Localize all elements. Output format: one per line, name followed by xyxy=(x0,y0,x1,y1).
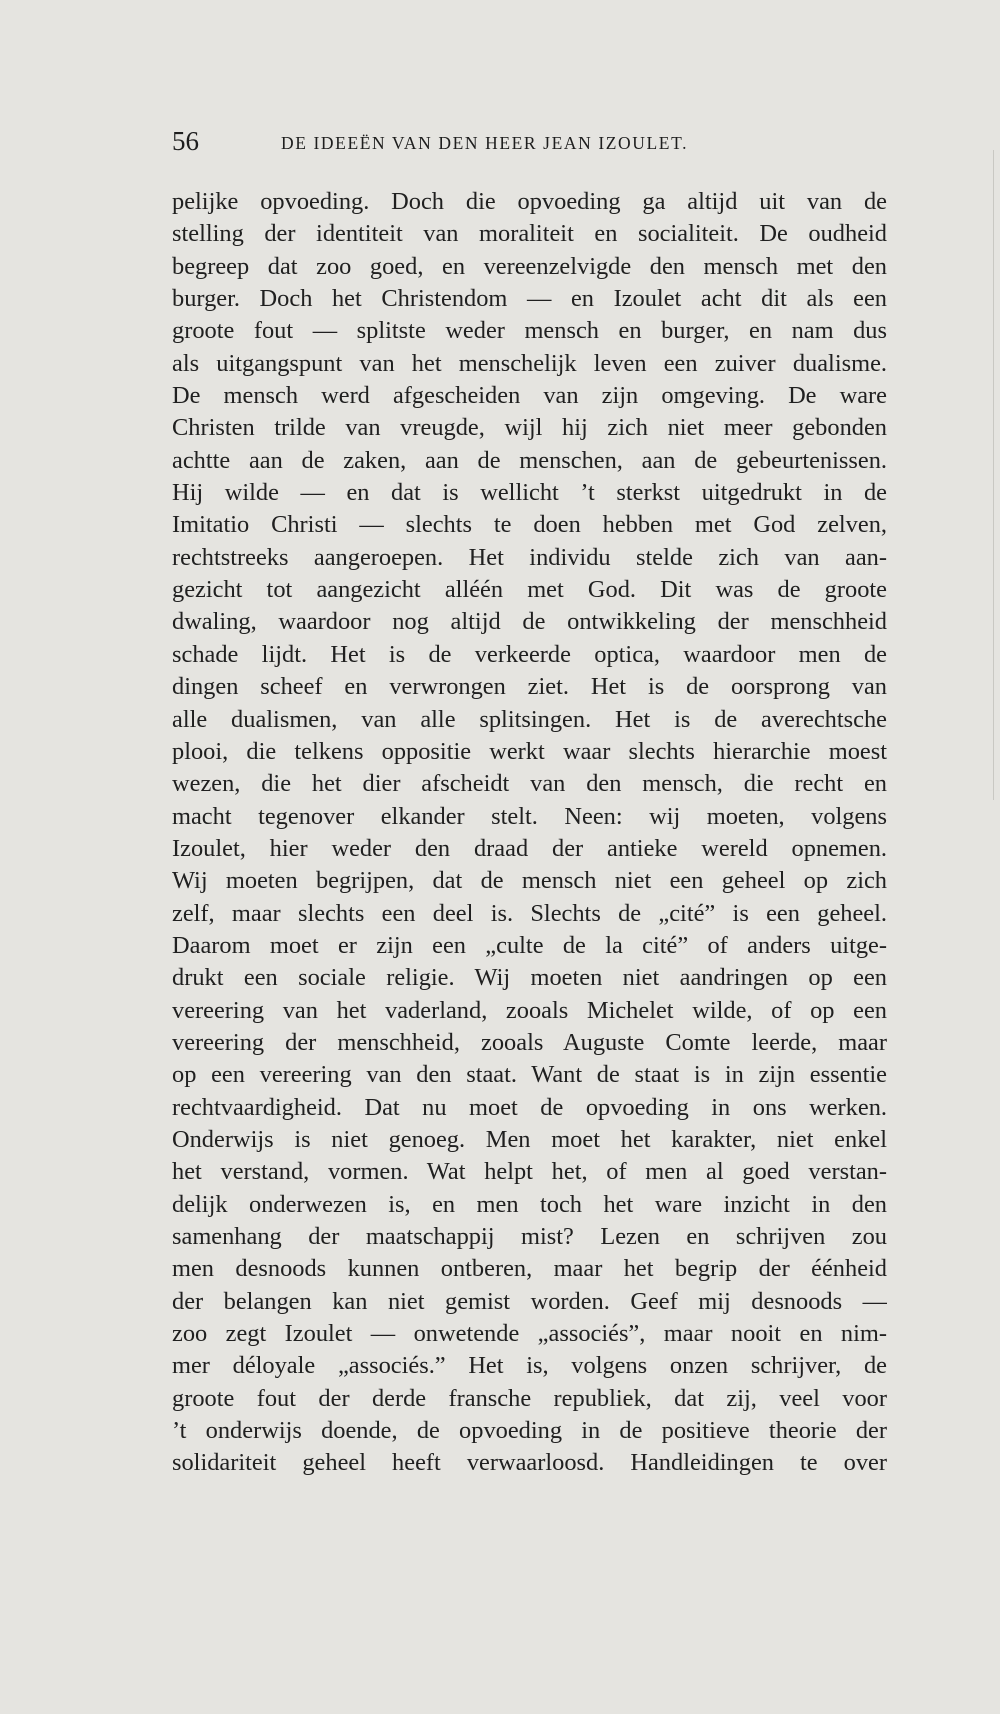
text-line: Izoulet, hier weder den draad der antieke wereld opnemen. xyxy=(172,834,887,862)
text-line: delijk onderwezen is, en men toch het ware inzicht in den xyxy=(172,1190,887,1218)
running-head: DE IDEEËN VAN DEN HEER JEAN IZOULET. xyxy=(281,133,689,153)
page-edge-shadow xyxy=(993,150,994,800)
text-line: achtte aan de zaken, aan de menschen, aan de gebeurtenissen. xyxy=(172,446,887,474)
text-line: solidariteit geheel heeft verwaarloosd. Handleidingen te over xyxy=(172,1449,887,1477)
text-line: stelling der identiteit van moraliteit en socialiteit. De oudheid xyxy=(172,220,887,248)
text-line: Imitatio Christi — slechts te doen hebben met God zelven, xyxy=(172,511,887,539)
text-line: Christen trilde van vreugde, wijl hij zich niet meer gebonden xyxy=(172,414,887,442)
page-number: 56 xyxy=(172,126,199,156)
text-line: samenhang der maatschappij mist? Lezen en schrijven zou xyxy=(172,1223,887,1250)
text-line: begreep dat zoo goed, en vereenzelvigde den mensch met den xyxy=(172,252,887,280)
text-line: der belangen kan niet gemist worden. Geef mij desnoods — xyxy=(172,1287,887,1315)
text-line: burger. Doch het Christendom — en Izoulet acht dit als een xyxy=(172,285,887,313)
text-line: als uitgangspunt van het menschelijk leven een zuiver dualisme. xyxy=(172,349,887,377)
text-line: Onderwijs is niet genoeg. Men moet het karakter, niet enkel xyxy=(172,1125,887,1153)
text-line: zelf, maar slechts een deel is. Slechts de „cité” is een geheel. xyxy=(172,899,887,927)
text-line: wezen, die het dier afscheidt van den mensch, die recht en xyxy=(172,770,887,798)
text-line: schade lijdt. Het is de verkeerde optica, waardoor men de xyxy=(172,640,887,668)
text-line: vereering der menschheid, zooals Auguste Comte leerde, maar xyxy=(172,1028,887,1056)
text-line: vereering van het vaderland, zooals Michelet wilde, of op een xyxy=(172,996,887,1024)
text-line: dwaling, waardoor nog altijd de ontwikkeling der menschheid xyxy=(172,608,887,636)
text-line: macht tegenover elkander stelt. Neen: wij moeten, volgens xyxy=(172,802,887,830)
text-line: De mensch werd afgescheiden van zijn omgeving. De ware xyxy=(172,382,887,410)
text-line: Wij moeten begrijpen, dat de mensch niet een geheel op zich xyxy=(172,867,887,895)
text-line: Hij wilde — en dat is wellicht ’t sterkst uitgedrukt in de xyxy=(172,479,887,507)
text-line: gezicht tot aangezicht alléén met God. Dit was de groote xyxy=(172,576,887,604)
text-line: ’t onderwijs doende, de opvoeding in de positieve theorie der xyxy=(172,1417,887,1445)
text-line: alle dualismen, van alle splitsingen. Het is de averechtsche xyxy=(172,705,887,733)
text-line: drukt een sociale religie. Wij moeten niet aandringen op een xyxy=(172,964,887,992)
text-line: zoo zegt Izoulet — onwetende „associés”, maar nooit en nim- xyxy=(172,1320,887,1348)
text-line: Daarom moet er zijn een „culte de la cité” of anders uitge- xyxy=(172,931,887,959)
text-line: rechtvaardigheid. Dat nu moet de opvoeding in ons werken. xyxy=(172,1093,887,1121)
body-text xyxy=(172,186,887,1480)
page-header xyxy=(172,125,892,165)
text-line: op een vereering van den staat. Want de staat is in zijn essentie xyxy=(172,1061,887,1089)
text-line: rechtstreeks aangeroepen. Het individu stelde zich van aan- xyxy=(172,543,887,571)
text-line: het verstand, vormen. Wat helpt het, of men al goed verstan- xyxy=(172,1158,887,1186)
text-line: men desnoods kunnen ontberen, maar het begrip der éénheid xyxy=(172,1255,887,1283)
text-line: pelijke opvoeding. Doch die opvoeding ga altijd uit van de xyxy=(172,188,887,215)
text-line: plooi, die telkens oppositie werkt waar slechts hierarchie moest xyxy=(172,737,887,765)
text-line: dingen scheef en verwrongen ziet. Het is de oorsprong van xyxy=(172,673,887,701)
text-line: mer déloyale „associés.” Het is, volgens onzen schrijver, de xyxy=(172,1352,887,1380)
text-line: groote fout — splitste weder mensch en burger, en nam dus xyxy=(172,317,887,345)
text-line: groote fout der derde fransche republiek, dat zij, veel voor xyxy=(172,1384,887,1412)
